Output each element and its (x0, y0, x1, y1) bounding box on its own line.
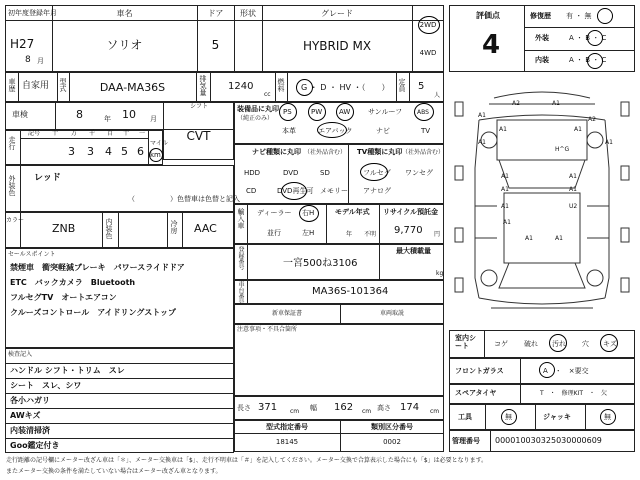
damage-mark: A1 (555, 235, 563, 242)
damage-mark: A1 (499, 126, 507, 133)
damage-mark: A1 (574, 126, 582, 133)
recycle-value: 9,770 (394, 225, 423, 236)
sales-point-line: フルセグTV オートエアコン (10, 293, 117, 302)
damage-mark: A1 (501, 203, 509, 210)
usage-value: 自家用 (22, 81, 50, 91)
inspector-note: ハンドル シフト・トリム スレ (10, 366, 125, 375)
car-damage-diagram (449, 78, 635, 324)
inspector-note: 各小ハガリ (10, 396, 50, 405)
authorization-number: 18145 (275, 438, 299, 446)
damage-mark: A1 (478, 112, 486, 119)
equip-sunroof: サンルーフ (368, 108, 403, 116)
drive-4wd: 4WD (419, 49, 437, 57)
color-code-value: ZNB (52, 222, 76, 235)
damage-mark: A2 (512, 100, 520, 107)
footer-note: またメーター交換の条件を満たしていない場合はメーター改ざん車となります。 (6, 468, 222, 475)
interior-grade-options: A ・ B ・ C (569, 56, 607, 64)
damage-mark: A2 (588, 116, 596, 123)
mileage-digit: 3 (68, 145, 75, 158)
inspector-note: シート スレ、シワ (10, 381, 82, 390)
damage-mark: A1 (503, 219, 511, 226)
repair-options: 有 ・ 無 (566, 12, 592, 20)
model-label: 車名 (116, 9, 133, 18)
damage-mark: A1 (525, 235, 533, 242)
capacity-value: 5 (418, 81, 425, 92)
tool-value: 無 (505, 413, 512, 421)
inspector-note: 内装清掃済 (10, 426, 50, 435)
length-value: 371 (258, 402, 278, 413)
class-number: 0002 (383, 438, 401, 446)
equip-aw: AW (339, 108, 351, 116)
reg-month: 8 (25, 55, 31, 65)
hand-right: 右H (302, 209, 315, 217)
mileage-digit: 4 (105, 145, 112, 158)
damage-mark: A1 (501, 186, 509, 193)
evaluation-score: 4 (482, 30, 501, 60)
chassis-number: MA36S-101364 (312, 286, 389, 297)
drive-2wd: 2WD (419, 21, 437, 29)
mileage-unit: km (150, 151, 161, 159)
mileage-digit: 5 (121, 145, 128, 158)
exterior-grade-options: A ・ B ・ C (569, 34, 607, 42)
damage-mark: H^G (555, 146, 570, 153)
sales-point-line: 禁煙車 衝突軽減ブレーキ パワースライドドア (10, 263, 185, 272)
exterior-color: レッド (34, 173, 61, 183)
model-name: ソリオ (106, 38, 143, 52)
equip-abs: ABS (417, 109, 429, 116)
management-number: 000010030325030000609 (495, 436, 602, 445)
grade-value: HYBRID MX (302, 39, 372, 53)
width-value: 162 (334, 402, 354, 413)
damage-mark: A1 (552, 100, 560, 107)
registration-number: 一宮500ね3106 (283, 258, 358, 269)
damage-mark: U2 (569, 203, 578, 210)
sales-point-line: クルーズコントロール アイドリングストップ (10, 308, 176, 317)
jack-value: 無 (604, 413, 611, 421)
inspector-note: Goo鑑定付き (10, 441, 60, 450)
damage-mark: A1 (569, 173, 577, 180)
exterior-note: （ ）色替車は色替と記入 (128, 195, 240, 203)
sales-point-line: ETC バックカメラ Bluetooth (10, 278, 136, 287)
type-value: DAA-MA36S (99, 81, 166, 94)
height-value: 174 (400, 402, 420, 413)
equip-pw: PW (311, 108, 323, 116)
shift-value: CVT (186, 129, 211, 143)
doors-value: 5 (211, 38, 220, 52)
equip-ps: PS (283, 108, 292, 116)
inspection-year: 8 (76, 108, 83, 121)
reg-date-label: 初年度登録年月 (8, 9, 57, 17)
displacement-value: 1240 (228, 81, 254, 92)
reg-era-year: H27 (10, 37, 35, 51)
inspection-month: 10 (122, 108, 136, 121)
cooling-value: AAC (194, 222, 217, 235)
mileage-digit: 6 (137, 145, 144, 158)
footer-note: 走行距離の記号欄にメーター改ざん車は「＊」、メーター交換車は「$」、走行不明車は「＃」を記入してください。メーター交換で合算表示した場合にも「$」は必要となります。 (6, 457, 488, 464)
damage-mark: A1 (605, 139, 613, 146)
inspector-note: AWキズ (10, 411, 41, 420)
defects-box (234, 324, 444, 396)
damage-mark: A1 (569, 186, 577, 193)
damage-mark: A1 (501, 173, 509, 180)
mileage-digit: 3 (87, 145, 94, 158)
fuel-options: G ・ D ・ HV ・（ ） (301, 83, 390, 92)
damage-mark: A1 (478, 139, 486, 146)
